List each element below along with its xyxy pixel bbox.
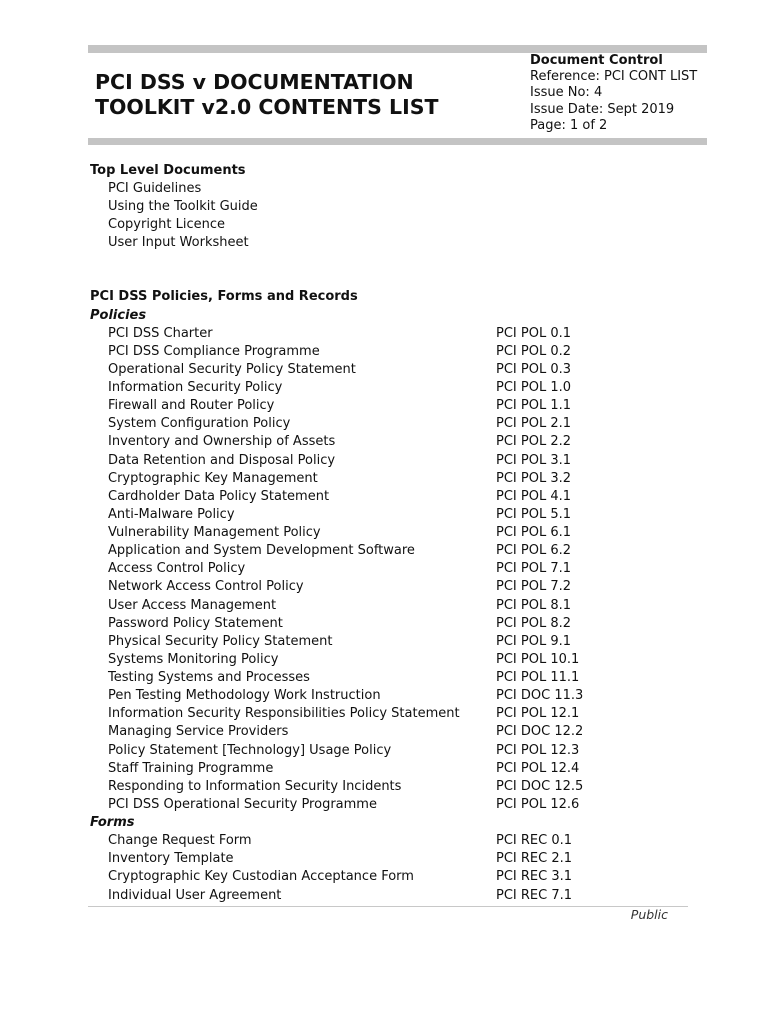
header-top-rule (88, 45, 707, 53)
policy-row (90, 560, 690, 578)
document-name: Policy Statement [Technology] Usage Policy (108, 742, 392, 758)
section-spacer (90, 252, 690, 288)
policy-row (90, 705, 690, 723)
document-reference: Reference: PCI CONT LIST (530, 69, 698, 85)
policy-row (90, 669, 690, 687)
document-reference-code: PCI REC 3.1 (496, 869, 573, 885)
policy-row (90, 796, 690, 814)
document-name: Staff Training Programme (108, 760, 274, 776)
policy-row (90, 361, 690, 379)
document-name: PCI DSS Charter (108, 325, 213, 341)
document-reference-code: PCI POL 1.0 (496, 380, 572, 396)
document-reference-code: PCI POL 6.2 (496, 543, 572, 559)
document-name: Data Retention and Disposal Policy (108, 452, 336, 468)
policy-row (90, 760, 690, 778)
policy-row (90, 524, 690, 542)
document-name: Password Policy Statement (108, 615, 283, 631)
policy-row (90, 597, 690, 615)
document-reference-code: PCI POL 12.3 (496, 742, 580, 758)
top-level-document-item: PCI Guidelines (108, 181, 202, 197)
document-control-block (530, 53, 697, 134)
document-issue-date: Issue Date: Sept 2019 (530, 101, 675, 117)
form-row (90, 832, 690, 850)
document-name: Responding to Information Security Incidents (108, 778, 402, 794)
document-name: Cardholder Data Policy Statement (108, 488, 330, 504)
document-reference-code: PCI REC 7.1 (496, 887, 573, 903)
policy-row (90, 452, 690, 470)
document-reference-code: PCI POL 12.1 (496, 706, 580, 722)
top-level-document-item: Copyright Licence (108, 217, 226, 233)
document-name: Cryptographic Key Management (108, 470, 318, 486)
document-name: Testing Systems and Processes (108, 670, 310, 686)
policy-row (90, 506, 690, 524)
document-page-number: Page: 1 of 2 (530, 117, 608, 133)
policy-row (90, 742, 690, 760)
document-reference-code: PCI POL 2.1 (496, 416, 572, 432)
policy-row (90, 343, 690, 361)
document-name: PCI DSS Operational Security Programme (108, 796, 377, 812)
document-reference-code: PCI POL 0.3 (496, 361, 572, 377)
document-name: Physical Security Policy Statement (108, 633, 333, 649)
document-title-line-2: TOOLKIT v2.0 CONTENTS LIST (95, 95, 439, 119)
document-reference-code: PCI POL 10.1 (496, 651, 580, 667)
footer-rule (88, 906, 688, 907)
document-name: PCI DSS Compliance Programme (108, 343, 320, 359)
policies-subheading: Policies (90, 307, 147, 323)
form-row (90, 887, 690, 905)
header-bottom-rule (88, 138, 707, 145)
document-reference-code: PCI POL 7.2 (496, 579, 572, 595)
document-name: Information Security Policy (108, 380, 283, 396)
forms-list (90, 832, 690, 905)
document-reference-code: PCI POL 11.1 (496, 670, 580, 686)
policy-row (90, 615, 690, 633)
document-name: Firewall and Router Policy (108, 398, 275, 414)
document-title (95, 70, 438, 120)
document-reference-code: PCI POL 12.6 (496, 796, 580, 812)
document-reference-code: PCI POL 7.1 (496, 561, 572, 577)
policy-row (90, 397, 690, 415)
document-name: User Access Management (108, 597, 277, 613)
document-name: Vulnerability Management Policy (108, 525, 321, 541)
document-reference-code: PCI POL 6.1 (496, 525, 572, 541)
document-reference-code: PCI DOC 12.2 (496, 724, 584, 740)
document-reference-code: PCI POL 12.4 (496, 760, 580, 776)
document-name: Information Security Responsibilities Policy Statement (108, 706, 460, 722)
document-name: Inventory Template (108, 851, 234, 867)
policy-row (90, 415, 690, 433)
document-name: Individual User Agreement (108, 887, 282, 903)
document-reference-code: PCI POL 8.2 (496, 615, 572, 631)
policy-row (90, 433, 690, 451)
document-name: Application and System Development Software (108, 543, 415, 559)
form-row (90, 868, 690, 886)
document-reference-code: PCI DOC 12.5 (496, 778, 584, 794)
document-name: Access Control Policy (108, 561, 246, 577)
policies-forms-records-heading: PCI DSS Policies, Forms and Records (90, 289, 358, 305)
top-level-documents-heading: Top Level Documents (90, 163, 246, 178)
document-name: Managing Service Providers (108, 724, 289, 740)
policy-row (90, 470, 690, 488)
document-name: Network Access Control Policy (108, 579, 304, 595)
document-name: Change Request Form (108, 833, 252, 849)
document-reference-code: PCI POL 3.1 (496, 452, 572, 468)
top-level-document-item: Using the Toolkit Guide (108, 199, 258, 215)
document-issue-number: Issue No: 4 (530, 85, 603, 101)
document-reference-code: PCI POL 2.2 (496, 434, 572, 450)
document-reference-code: PCI POL 3.2 (496, 470, 572, 486)
policy-row (90, 633, 690, 651)
forms-subheading: Forms (90, 815, 135, 831)
document-name: Anti-Malware Policy (108, 506, 235, 522)
policy-row (90, 488, 690, 506)
policy-row (90, 778, 690, 796)
document-reference-code: PCI POL 1.1 (496, 398, 572, 414)
contents-body (90, 162, 690, 905)
policy-row (90, 379, 690, 397)
document-reference-code: PCI REC 2.1 (496, 851, 573, 867)
policy-row (90, 723, 690, 741)
document-control-heading: Document Control (530, 53, 663, 68)
document-name: Operational Security Policy Statement (108, 361, 356, 377)
document-name: Systems Monitoring Policy (108, 651, 279, 667)
document-reference-code: PCI REC 0.1 (496, 833, 573, 849)
document-reference-code: PCI POL 8.1 (496, 597, 572, 613)
policies-list (90, 325, 690, 814)
policy-row (90, 651, 690, 669)
top-level-documents-list (90, 180, 690, 252)
document-reference-code: PCI DOC 11.3 (496, 688, 584, 704)
form-row (90, 850, 690, 868)
document-name: Cryptographic Key Custodian Acceptance Form (108, 869, 414, 885)
document-reference-code: PCI POL 4.1 (496, 488, 572, 504)
document-title-line-1: PCI DSS v DOCUMENTATION (95, 70, 414, 94)
document-name: Inventory and Ownership of Assets (108, 434, 336, 450)
top-level-document-item: User Input Worksheet (108, 235, 249, 251)
policy-row (90, 325, 690, 343)
policy-row (90, 578, 690, 596)
document-name: Pen Testing Methodology Work Instruction (108, 688, 381, 704)
policy-row (90, 687, 690, 705)
policy-row (90, 542, 690, 560)
document-name: System Configuration Policy (108, 416, 291, 432)
document-reference-code: PCI POL 0.1 (496, 325, 572, 341)
document-reference-code: PCI POL 0.2 (496, 343, 572, 359)
footer-classification: Public (630, 907, 668, 922)
document-reference-code: PCI POL 5.1 (496, 506, 572, 522)
document-reference-code: PCI POL 9.1 (496, 633, 572, 649)
